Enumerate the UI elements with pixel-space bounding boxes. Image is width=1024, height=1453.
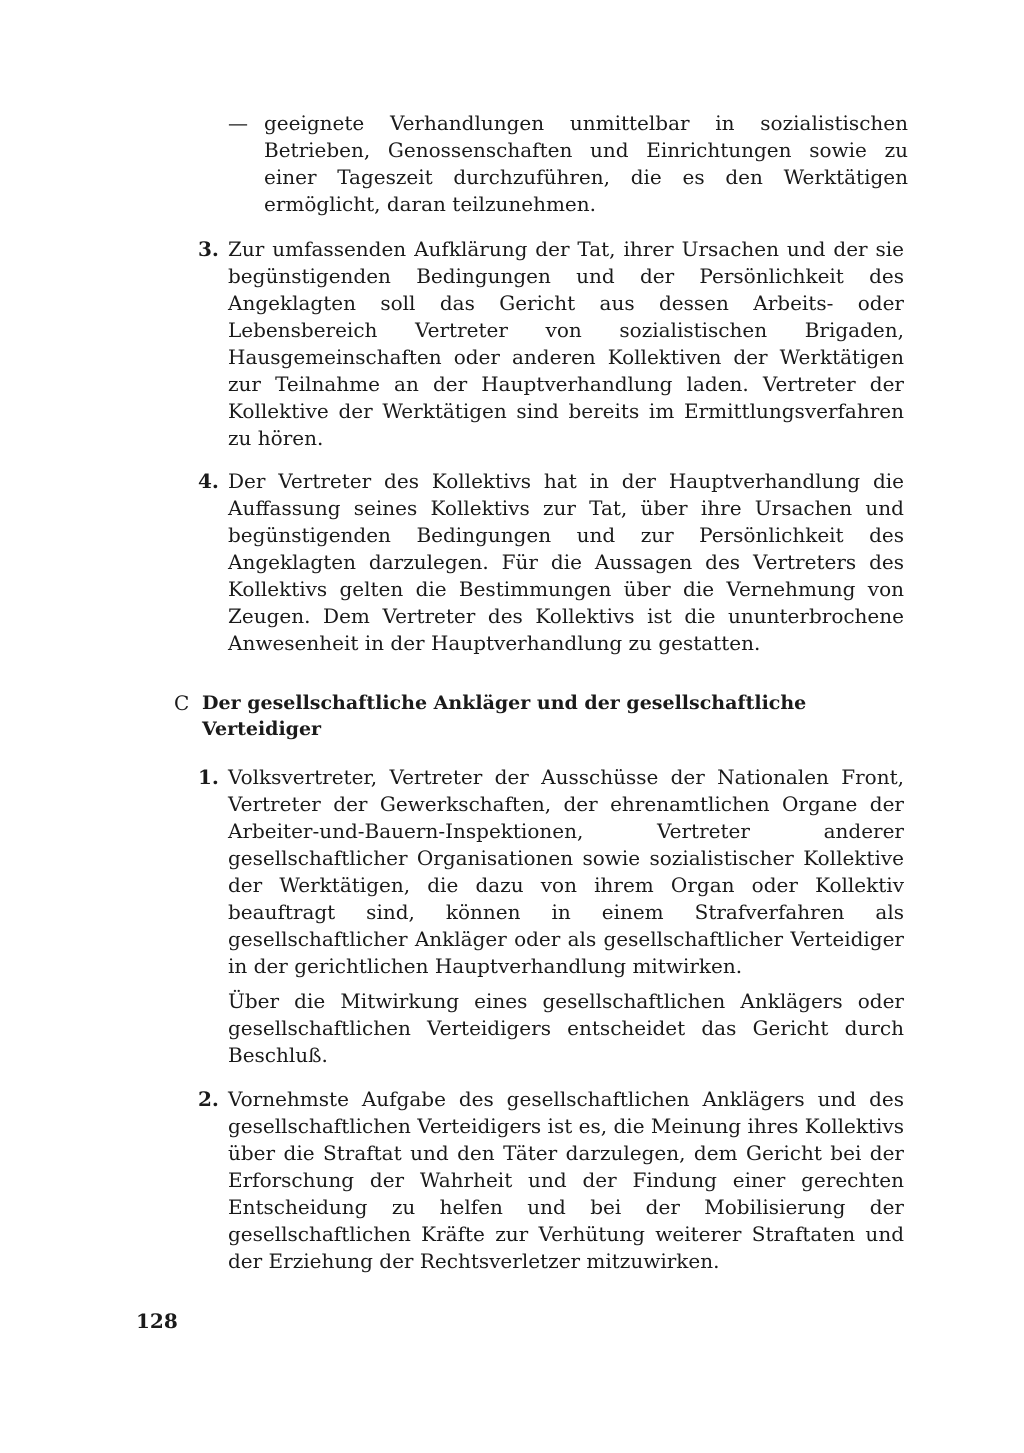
item-number: 2. [198,1087,219,1111]
section-letter: C [174,691,190,715]
item-number: 3. [198,237,219,261]
section-title: Der gesellschaftliche Ankläger und der gesellschaftliche Verteidiger [202,692,807,740]
numbered-item-3 [198,236,904,452]
item-number: 1. [198,765,219,789]
page-number: 128 [136,1309,178,1333]
item-text: Der Vertreter des Kollektivs hat in der Hauptverhandlung die Auffassung seines Kollektivs zur Tat, über ihre Ursachen und begünstigenden Bedingungen und zur Persönlichkeit des Angeklagten darzulegen. Für die Aussagen des Vertreters des Kollektivs gelten die Bestimmungen über die Vernehmung von Zeugen. Dem Vertreter des Kollektivs ist die ununterbrochene Anwesenheit in der Hauptverhandlung zu gestatten. [228,469,904,655]
item-text: Zur umfassenden Aufklärung der Tat, ihrer Ursachen und der sie begünstigenden Bedingungen und der Persönlichkeit des Angeklagten soll das Gericht aus dessen Arbeits- oder Lebensbereich Vertreter von sozialistischen Brigaden, Hausgemeinschaften oder anderen Kollektiven der Werktätigen zur Teilnahme an der Hauptverhandlung laden. Vertreter der Kollektive der Werktätigen sind bereits im Ermittlungsverfahren zu hören. [228,237,904,450]
dash-list-item [228,110,908,218]
numbered-item-4 [198,468,904,657]
numbered-item-c1 [198,764,904,1069]
item-number: 4. [198,469,219,493]
item-text: Volksvertreter, Vertreter der Ausschüsse der Nationalen Front, Vertreter der Gewerkschaften, der ehrenamtlichen Organe der Arbeiter-und-Bauern-Inspektionen, Vertreter anderer gesellschaftlicher Organisationen sowie sozialistischer Kollektive der Werktätigen, die dazu von ihrem Organ oder Kollektiv beauftragt sind, können in einem Strafverfahren als gesellschaftlicher Ankläger oder als gesellschaftlicher Verteidiger in der gerichtlichen Hauptverhandlung mitwirken. [228,765,904,978]
item-text: Vornehmste Aufgabe des gesellschaftlichen Anklägers und des gesellschaftlichen Verteidigers ist es, die Meinung ihres Kollektivs über die Straftat und den Täter darzulegen, dem Gericht bei der Erforschung der Wahrheit und der Findung einer gerechten Entscheidung zu helfen und bei der Mobilisierung der gesellschaftlichen Kräfte zur Verhütung weiterer Straftaten und der Erziehung der Rechtsverletzer mitzuwirken. [228,1087,904,1273]
numbered-item-c2 [198,1086,904,1275]
dash-item-text: geeignete Verhandlungen unmittelbar in sozialistischen Betrieben, Genossenschaften und Einrichtungen sowie zu einer Tageszeit durchzuführen, die es den Werktätigen ermöglicht, daran teilzunehmen. [264,111,908,216]
section-heading [174,690,894,742]
item-text-continuation: Über die Mitwirkung eines gesellschaftlichen Anklägers oder gesellschaftlichen Verteidigers entscheidet das Gericht durch Beschluß. [228,989,904,1067]
dash-marker: — [228,111,248,135]
